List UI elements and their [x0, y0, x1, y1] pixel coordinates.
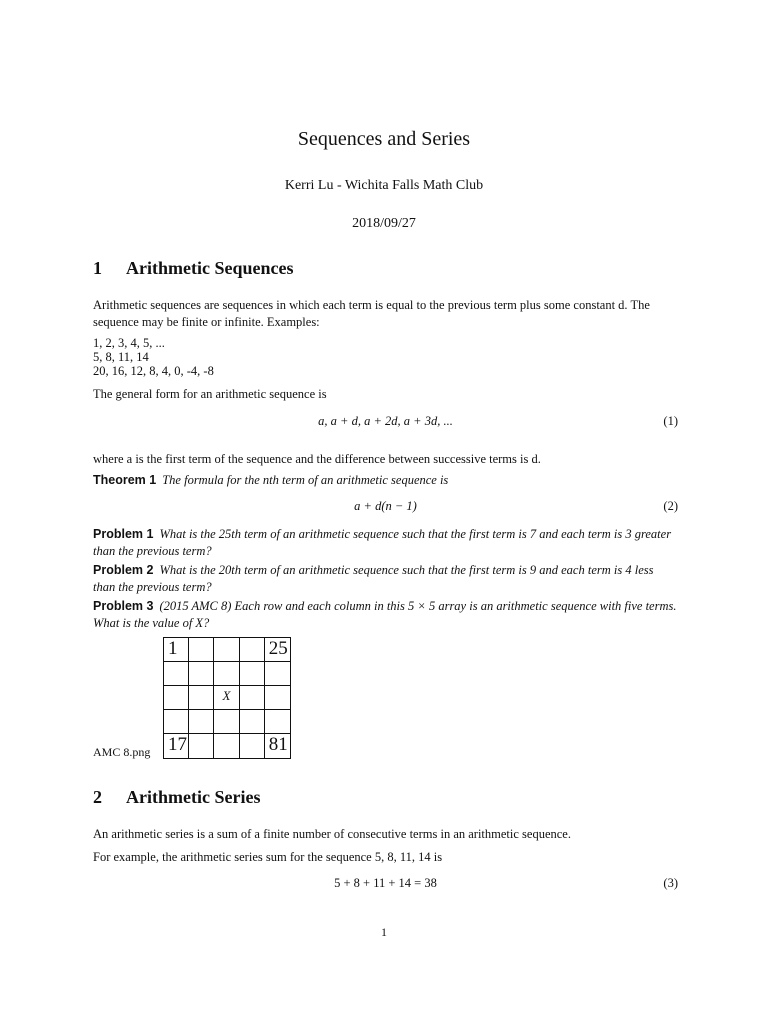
grid-value-top-right: 25	[268, 638, 288, 659]
example-3: 20, 16, 12, 8, 4, 0, -4, -8	[93, 364, 214, 378]
grid-cell	[240, 710, 265, 734]
grid-cell	[240, 686, 265, 710]
equation-3-formula: 5 + 8 + 11 + 14 = 38	[334, 876, 437, 890]
grid-cell	[265, 662, 290, 686]
where-text: where a is the first term of the sequence and the difference between successive terms is d.	[93, 452, 541, 466]
grid-cell	[240, 638, 265, 662]
grid-cell	[265, 638, 290, 662]
section-1-title: Arithmetic Sequences	[126, 258, 294, 278]
section-2-example-text: For example, the arithmetic series sum for the sequence 5, 8, 11, 14 is	[93, 850, 443, 864]
grid-cell	[189, 686, 214, 710]
problem-2-text: What is the 20th term of an arithmetic sequence such that the first term is 9 and each term is 4 less than the previous term?	[93, 563, 654, 594]
page-number: 1	[381, 925, 387, 939]
problem-3-text: (2015 AMC 8) Each row and each column in this 5 × 5 array is an arithmetic sequence with five terms. What is the value of X?	[93, 599, 677, 630]
grid-cell	[240, 734, 265, 758]
grid-cell	[214, 638, 239, 662]
grid-cell	[189, 638, 214, 662]
grid-cell	[265, 710, 290, 734]
amc-grid	[163, 637, 291, 759]
equation-2-tag: (2)	[663, 499, 678, 513]
theorem-1-text: The formula for the nth term of an arithmetic sequence is	[162, 473, 449, 487]
grid-cell	[164, 662, 189, 686]
theorem-1-label: Theorem 1	[93, 473, 157, 487]
theorem-1	[93, 472, 678, 489]
section-2-title: Arithmetic Series	[126, 787, 261, 807]
grid-cell	[189, 710, 214, 734]
equation-1-tag: (1)	[663, 414, 678, 428]
problem-1-text: What is the 25th term of an arithmetic sequence such that the first term is 7 and each term is 3 greater than the previous term?	[93, 527, 672, 558]
grid-value-center: X	[222, 688, 231, 703]
grid-cell	[164, 710, 189, 734]
problem-3	[93, 598, 678, 632]
equation-2-formula: a + d(n − 1)	[354, 499, 417, 513]
equation-3-tag: (3)	[663, 876, 678, 890]
section-2-number: 2	[93, 787, 102, 807]
example-2: 5, 8, 11, 14	[93, 350, 149, 364]
section-2-intro: An arithmetic series is a sum of a finite number of consecutive terms in an arithmetic sequence.	[93, 827, 571, 841]
image-caption: AMC 8.png	[93, 745, 151, 759]
grid-cell	[164, 638, 189, 662]
grid-cell	[265, 686, 290, 710]
example-1: 1, 2, 3, 4, 5, ...	[93, 336, 165, 350]
problem-3-label: Problem 3	[93, 599, 154, 613]
section-2-heading	[93, 787, 260, 808]
general-form-text: The general form for an arithmetic sequence is	[93, 387, 327, 401]
grid-cell	[265, 734, 290, 758]
grid-cell	[189, 662, 214, 686]
grid-value-bottom-left: 17	[168, 734, 187, 755]
grid-cell	[240, 662, 265, 686]
grid-cell	[214, 686, 239, 710]
problem-1	[93, 526, 678, 560]
problem-2-label: Problem 2	[93, 563, 154, 577]
equation-1-formula: a, a + d, a + 2d, a + 3d, ...	[318, 414, 453, 428]
grid-cell	[164, 686, 189, 710]
grid-value-top-left: 1	[168, 638, 178, 659]
problem-2	[93, 562, 678, 596]
problem-1-label: Problem 1	[93, 527, 154, 541]
document-title: Sequences and Series	[297, 128, 471, 150]
grid-cell	[189, 734, 214, 758]
section-1-number: 1	[93, 258, 102, 278]
document-date: 2018/09/27	[352, 216, 416, 231]
grid-value-bottom-right: 81	[268, 734, 288, 755]
section-1-intro: Arithmetic sequences are sequences in which each term is equal to the previous term plus some constant d. The sequence may be finite or infinite. Examples:	[93, 298, 650, 329]
grid-cell	[214, 734, 239, 758]
section-1-heading	[93, 258, 293, 279]
grid-cell	[164, 734, 189, 758]
grid-cell	[214, 710, 239, 734]
document-author: Kerri Lu - Wichita Falls Math Club	[284, 178, 484, 193]
grid-cell	[214, 662, 239, 686]
